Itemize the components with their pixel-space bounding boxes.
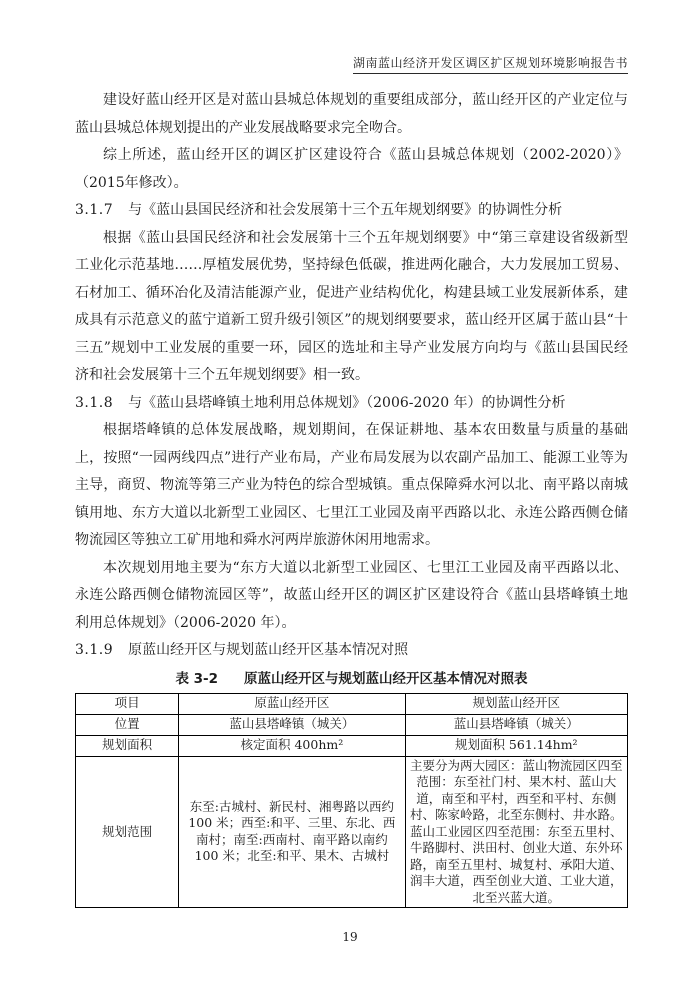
row-label: 规划范围 [76, 756, 179, 908]
original-range: 东至:古城村、新民村、湘粤路以西约 100 米；西至:和平、三里、东北、西南村；南至:西南村、南平路以南约 100 米；北至:和平、果木、古城村 [179, 756, 405, 908]
running-header-title: 湖南蓝山经济开发区调区扩区规划环境影响报告书 [353, 56, 628, 74]
section-heading-3-1-9 [75, 637, 628, 665]
paragraph-5: 本次规划用地主要为“东方大道以北新型工业园区、七里江工业园及南平西路以北、永连公路西侧仓储物流园区等”，故蓝山经开区的调区扩区建设符合《蓝山县塔峰镇土地利用总体规划》（2006-2020 年）。 [75, 559, 628, 631]
table-header-planned: 规划蓝山经开区 [405, 693, 627, 714]
paragraph-4: 根据塔峰镇的总体发展战略，规划期间，在保证耕地、基本农田数量与质量的基础上，按照“一园两线四点”进行产业布局，产业布局发展为以农副产品加工、能源工业等为主导，商贸、物流等第三产业为特色的综合型城镇。重点保障舜水河以北、南平路以南城镇用地、东方大道以北新型工业园区、七里江工业园及南平西路以北、永连公路西侧仓储物流园区等独立工矿用地和舜水河两岸旅游休闲用地需求。 [75, 422, 628, 548]
row-label: 规划面积 [76, 735, 179, 756]
section-number: 3.1.9 [75, 642, 114, 658]
original-location: 蓝山县塔峰镇（城关） [179, 714, 405, 735]
section-title: 与《蓝山县国民经济和社会发展第十三个五年规划纲要》的协调性分析 [128, 202, 563, 218]
section-heading-3-1-7 [75, 197, 628, 225]
table-caption-title: 原蓝山经开区与规划蓝山经开区基本情况对照表 [244, 670, 528, 687]
section-number: 3.1.7 [75, 202, 114, 218]
table-row-location [76, 714, 628, 735]
table-caption-label: 表 3-2 [175, 670, 219, 687]
planned-range: 主要分为两大园区：蓝山物流园区四至范围：东至社门村、果木村、蓝山大道，南至和平村，西至和平村、东侧村、陈家岭路，北至东侧村、井水路。蓝山工业园区四至范围：东至五里村、牛路脚村、洪田村、创业大道、东外环路，南至五里村、城复村、承阳大道、润丰大道，西至创业大道、工业大道，北至兴蓝大道。 [405, 756, 627, 908]
table-row-area [76, 735, 628, 756]
section-title: 与《蓝山县塔峰镇土地利用总体规划》（2006-2020 年）的协调性分析 [128, 394, 566, 411]
section-heading-3-1-8 [75, 390, 628, 418]
table-caption [75, 669, 628, 689]
paragraph-1: 建设好蓝山经开区是对蓝山县城总体规划的重要组成部分，蓝山经开区的产业定位与蓝山县城总体规划提出的产业发展战略要求完全吻合。 [75, 92, 628, 136]
paragraph-3: 根据《蓝山县国民经济和社会发展第十三个五年规划纲要》中“第三章建设省级新型工业化示范基地……厚植发展优势，坚持绿色低碳，推进两化融合，大力发展加工贸易、石材加工、循环冶化及清洁能源产业，促进产业结构优化，构建县域工业发展新体系，建成具有示范意义的蓝宁道新工贸升级引领区”的规划纲要要求，蓝山经开区属于蓝山县“十三五”规划中工业发展的重要一环，园区的选址和主导产业发展方向均与《蓝山县国民经济和社会发展第十三个五年规划纲要》相一致。 [75, 229, 628, 383]
table-header-row [76, 693, 628, 714]
planned-area: 规划面积 561.14hm² [405, 735, 627, 756]
running-header [75, 55, 628, 74]
table-header-original: 原蓝山经开区 [179, 693, 405, 714]
section-number: 3.1.8 [75, 394, 114, 411]
planned-location: 蓝山县塔峰镇（城关） [405, 714, 627, 735]
original-area: 核定面积 400hm² [179, 735, 405, 756]
table-header-item: 项目 [76, 693, 179, 714]
page-number: 19 [342, 930, 358, 944]
comparison-table [75, 693, 628, 909]
row-label: 位置 [76, 714, 179, 735]
paragraph-2: 综上所述，蓝山经开区的调区扩区建设符合《蓝山县城总体规划（2002-2020）》（2015年修改）。 [75, 147, 628, 191]
section-title: 原蓝山经开区与规划蓝山经开区基本情况对照 [128, 642, 409, 658]
table-row-range [76, 756, 628, 908]
